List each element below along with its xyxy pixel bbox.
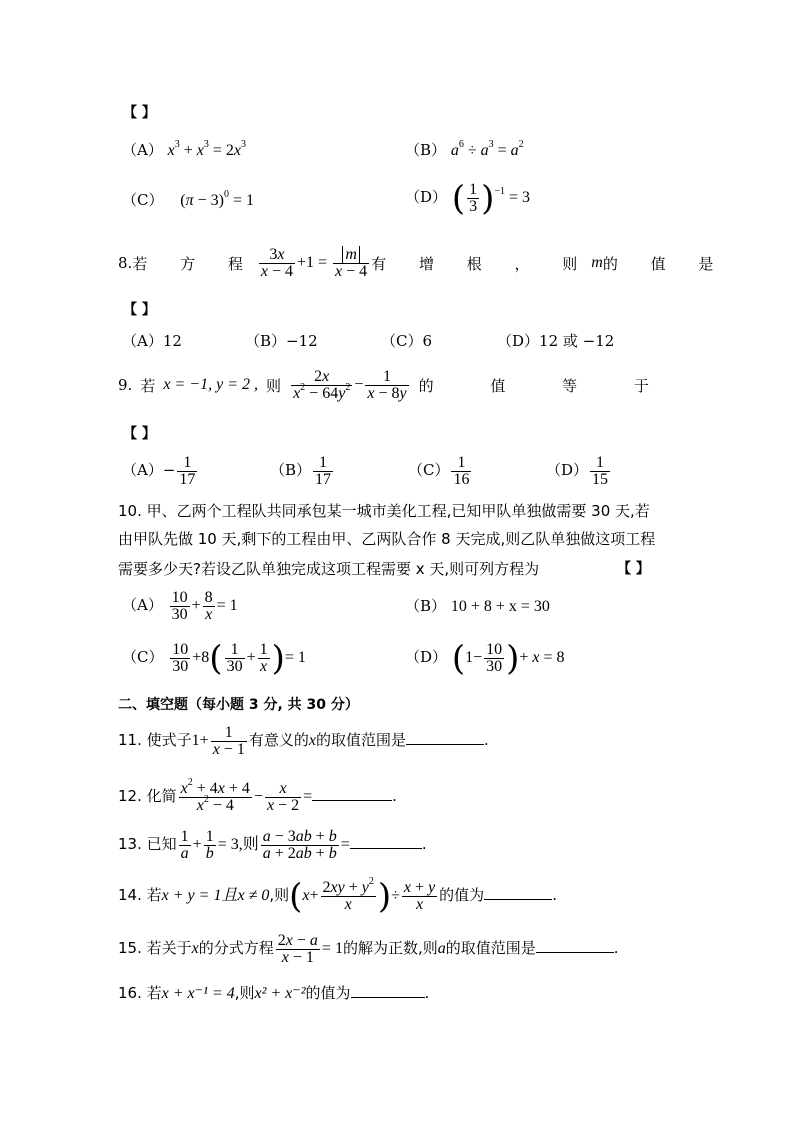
option-label: （B） bbox=[270, 461, 312, 479]
option-fraction bbox=[313, 455, 333, 488]
question-11: 11. 使式子1+ $\frac{1}{x - 1}$ 有意义的x的取值范围是 . bbox=[118, 723, 489, 758]
option-expression: (1− $\frac{10}{30}$ )+ x = 8 bbox=[451, 638, 565, 679]
answer-blank[interactable] bbox=[350, 834, 422, 849]
equation: $\frac{3x}{x - 4}$ +1 = $\frac{m}{x - 4}$ bbox=[260, 245, 368, 280]
option-label: （D） bbox=[497, 332, 540, 350]
answer-blank[interactable] bbox=[406, 730, 484, 745]
question-number: 12. bbox=[118, 787, 142, 805]
question-text: 的 值 是 bbox=[602, 254, 728, 273]
q7-option-d[interactable] bbox=[405, 172, 530, 223]
option-sign: − bbox=[162, 461, 176, 479]
answer-bracket: 【 】 bbox=[123, 302, 156, 318]
option-label: （B） bbox=[405, 141, 447, 159]
q9-option-b[interactable] bbox=[270, 450, 335, 490]
condition: x = −1, y = 2 , bbox=[163, 376, 258, 393]
q10-option-b[interactable] bbox=[405, 596, 550, 617]
option-expression: $x^3 + x^3 = 2x^3$ bbox=[167, 139, 247, 159]
question-10-line-1: 10. 甲、乙两个工程队共同承包某一城市美化工程,已知甲队单独做需要 30 天,若 bbox=[118, 502, 650, 520]
option-expression: ( $\frac{1}{3}$ )$^{-1}$ = 3 bbox=[451, 178, 531, 219]
question-13: 13. 已知 $\frac{1}{a}$ + $\frac{1}{b}$ = 3,则 $\frac{a - 3ab + b}{a + 2ab + b}$ = . bbox=[118, 827, 427, 862]
answer-blank[interactable] bbox=[351, 983, 425, 998]
option-label: （A） bbox=[122, 596, 163, 614]
option-expression: $a^6 \div a^3 = a^2$ bbox=[450, 139, 524, 159]
answer-bracket: 【 】 bbox=[123, 105, 156, 121]
question-text: 已知 bbox=[146, 835, 177, 853]
answer-blank[interactable] bbox=[484, 885, 552, 900]
option-label: （B） bbox=[405, 597, 447, 615]
question-text: = 3,则 bbox=[217, 836, 259, 853]
option-label: （C） bbox=[408, 461, 450, 479]
question-text: 若 bbox=[146, 984, 162, 1002]
q7-option-c[interactable] bbox=[122, 190, 254, 211]
answer-blank[interactable] bbox=[312, 786, 392, 801]
option-value: 6 bbox=[422, 332, 433, 350]
option-label: （D） bbox=[405, 648, 448, 666]
expression: x² + x⁻² bbox=[254, 985, 306, 1002]
question-number: 13. bbox=[118, 835, 142, 853]
option-label: （A） bbox=[122, 332, 163, 350]
question-text: 的值为 bbox=[439, 886, 485, 904]
numerator: 1 bbox=[451, 455, 471, 472]
q9-option-a[interactable] bbox=[122, 450, 199, 490]
question-text: 化简 bbox=[146, 787, 177, 805]
question-10-line-2: 由甲队先做 10 天,剩下的工程由甲、乙两队合作 8 天完成,则乙队单独做这项工程 bbox=[118, 530, 656, 548]
option-label: （C） bbox=[381, 332, 423, 350]
question-text: 使式子 bbox=[146, 731, 192, 749]
question-text: 则 bbox=[266, 376, 282, 395]
q8-option-b[interactable] bbox=[245, 331, 318, 351]
q9-option-d[interactable] bbox=[546, 450, 612, 490]
equation-rhs: = 1 bbox=[321, 940, 343, 957]
variable: a bbox=[437, 940, 446, 957]
option-expression: $\frac{10}{30}$ + $\frac{8}{x}$ = 1 bbox=[171, 588, 238, 623]
q10-option-c[interactable] bbox=[122, 634, 306, 681]
question-text: 的取值范围是 bbox=[445, 939, 536, 957]
q8-option-a[interactable] bbox=[122, 331, 182, 351]
question-text: 的值为 bbox=[305, 984, 351, 1002]
question-number: 8. bbox=[118, 254, 133, 272]
answer-bracket: 【 】 bbox=[123, 426, 156, 442]
q10-option-d[interactable] bbox=[405, 634, 565, 681]
option-label: （B） bbox=[245, 332, 287, 350]
question-text: ,则 bbox=[234, 984, 255, 1002]
question-text: 的分式方程 bbox=[198, 939, 274, 957]
denominator: 17 bbox=[179, 470, 196, 488]
option-fraction bbox=[590, 455, 610, 488]
q7-option-b[interactable] bbox=[405, 140, 524, 161]
expression: $\frac{2x}{x^2 - 64y^2}$ − $\frac{1}{x - 8y}$ bbox=[293, 367, 407, 402]
q7-option-a[interactable] bbox=[122, 140, 246, 161]
option-fraction bbox=[177, 455, 197, 488]
question-16: 16. 若x + x⁻¹ = 4,则x² + x⁻²的值为 . bbox=[118, 984, 430, 1002]
q8-option-d[interactable] bbox=[497, 331, 614, 351]
denominator: 17 bbox=[315, 470, 332, 488]
question-number: 16. bbox=[118, 984, 142, 1002]
q8-option-c[interactable] bbox=[381, 331, 432, 351]
question-text: 有意义的 bbox=[248, 731, 309, 749]
option-value: 12 或 −12 bbox=[539, 332, 615, 350]
denominator: 16 bbox=[453, 470, 470, 488]
section-heading: 二、填空题（每小题 3 分, 共 30 分） bbox=[118, 697, 359, 713]
option-label: （A） bbox=[122, 461, 163, 479]
option-label: （C） bbox=[122, 191, 164, 209]
option-label: （D） bbox=[546, 461, 589, 479]
answer-blank[interactable] bbox=[536, 938, 614, 953]
answer-bracket: 【 】 bbox=[617, 561, 650, 577]
question-9 bbox=[118, 362, 675, 408]
question-text: 若关于 bbox=[146, 939, 192, 957]
question-text: 若 bbox=[140, 376, 156, 395]
question-number: 9. bbox=[118, 376, 133, 394]
variable: x bbox=[308, 732, 316, 749]
question-8 bbox=[118, 240, 728, 286]
question-12: 12. 化简 $\frac{x^2 + 4x + 4}{x^2 - 4}$ − $\frac{x}{x - 2}$ = . bbox=[118, 776, 397, 814]
question-14: 14. 若x + y = 1且x ≠ 0,则(x+ $\frac{2xy + y^2}{x}$ )÷ $\frac{x + y}{x}$ 的值为 . bbox=[118, 875, 557, 917]
option-label: （C） bbox=[122, 648, 164, 666]
question-text: 若 bbox=[146, 886, 162, 904]
denominator: 15 bbox=[592, 470, 609, 488]
option-expression: $\frac{10}{30}$ +8( $\frac{1}{30}$ + $\frac{1}{x}$ )= 1 bbox=[172, 638, 306, 679]
option-fraction bbox=[451, 455, 471, 488]
question-number: 14. bbox=[118, 886, 142, 904]
question-10-line-3: 需要多少天?若设乙队单独完成这项工程需要 x 天,则可列方程为 bbox=[118, 560, 540, 578]
q9-option-c[interactable] bbox=[408, 450, 473, 490]
numerator: 1 bbox=[177, 455, 197, 472]
q10-option-a[interactable] bbox=[122, 585, 238, 626]
option-expression: 10 + 8 + x = 30 bbox=[450, 598, 550, 615]
question-15: 15. 若关于x的分式方程 $\frac{2x - a}{x - 1}$ = 1的解为正数,则a的取值范围是 . bbox=[118, 931, 619, 966]
question-number: 15. bbox=[118, 939, 142, 957]
option-label: （D） bbox=[405, 188, 448, 206]
variable: m bbox=[591, 254, 603, 271]
question-text: 有 增 根 ， 则 bbox=[371, 254, 592, 273]
variable: x bbox=[191, 940, 199, 957]
option-expression: $(\pi - 3)^0 = 1$ bbox=[180, 189, 254, 209]
option-value: 12 bbox=[162, 332, 182, 350]
condition: x + x⁻¹ = 4 bbox=[161, 985, 235, 1002]
numerator: 1 bbox=[590, 455, 610, 472]
question-text: 的取值范围是 bbox=[315, 731, 406, 749]
question-text: 的 值 等 于 bbox=[418, 376, 675, 395]
question-number: 11. bbox=[118, 731, 142, 749]
option-label: （A） bbox=[122, 141, 163, 159]
question-text: 若 方 程 bbox=[132, 254, 257, 273]
numerator: 1 bbox=[313, 455, 333, 472]
option-value: −12 bbox=[286, 332, 318, 350]
condition: x + y = 1且x ≠ 0 bbox=[161, 887, 270, 904]
question-text: ,则 bbox=[269, 886, 290, 904]
question-text: 的解为正数,则 bbox=[342, 939, 438, 957]
